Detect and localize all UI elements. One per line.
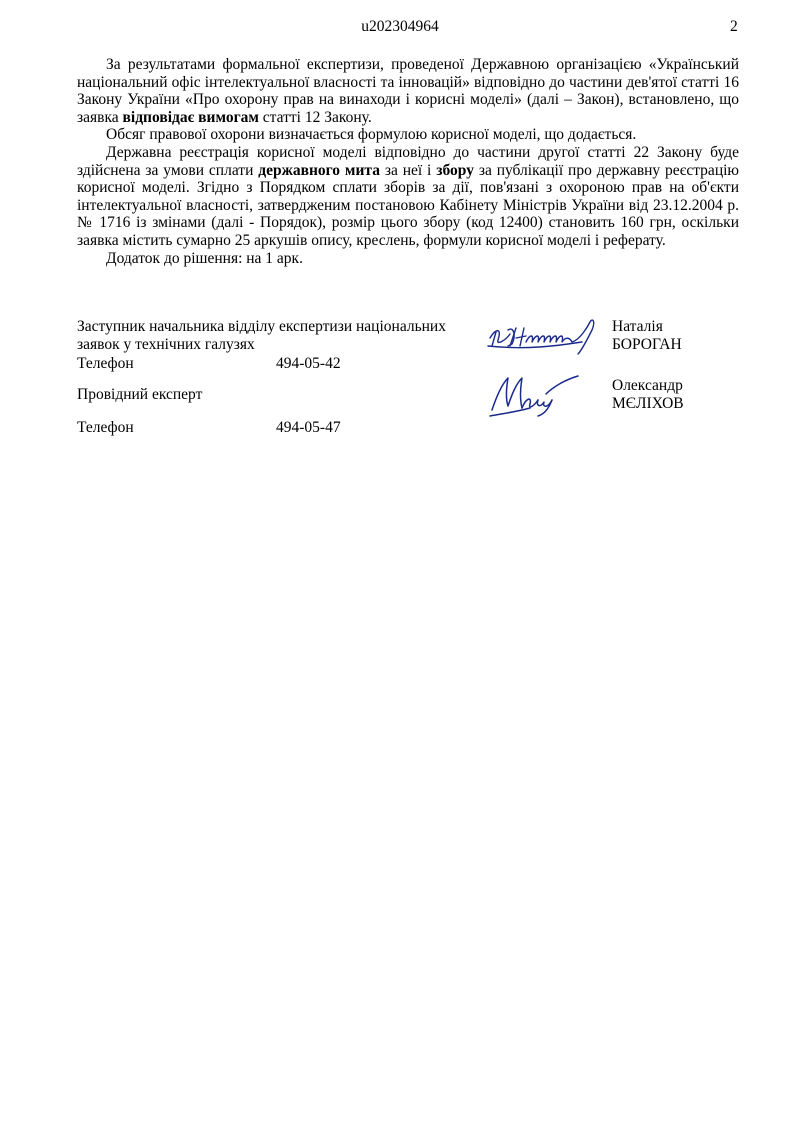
bold-text: відповідає вимогам xyxy=(122,108,259,126)
phone-label: Телефон xyxy=(77,355,134,373)
phone-number: 494-05-47 xyxy=(276,419,341,436)
text-span: Державна реєстрація корисної моделі відповідно до частини другої статті 22 Закону буде здійснена за умови сплати xyxy=(77,143,739,179)
bold-text: державного мита xyxy=(258,161,380,179)
bold-text: збору xyxy=(436,161,474,179)
signature-1-image xyxy=(486,316,604,356)
text-span: статті 12 Закону. xyxy=(258,108,372,126)
signatory-1-block xyxy=(77,318,477,375)
phone-label: Телефон xyxy=(77,419,134,436)
phone-number: 494-05-42 xyxy=(276,355,341,373)
paragraph-formal-examination xyxy=(77,56,739,126)
signatory-1-role-line2: заявок у технічних галузях xyxy=(77,335,255,353)
first-name: Наталія xyxy=(612,318,663,335)
signatory-1-phone-row xyxy=(77,355,477,375)
signatory-2-phone-row xyxy=(77,419,477,439)
last-name: БОРОГАН xyxy=(612,335,682,353)
document-number: u202304964 xyxy=(361,18,439,35)
paragraph-registration xyxy=(77,144,739,250)
last-name: МЄЛІХОВ xyxy=(612,394,684,412)
signature-2-image xyxy=(486,370,582,422)
decision-text xyxy=(77,56,739,267)
signatory-2-role: Провідний експерт xyxy=(77,386,203,403)
paragraph-scope: Обсяг правової охорони визначається формулою корисної моделі, що додається. xyxy=(106,126,637,144)
text-span: За результатами формальної експертизи, проведеної Державною організацією «Український національний офіс інтелектуальної власності та інновацій» відповідно до частини дев'ятої статті 16 Закону України «Про охорону прав на винаходи і корисні моделі» (далі – Закон), встановлено, що заявка xyxy=(77,56,739,126)
text-span: за публікації про державну реєстрацію корисної моделі. Згідно з Порядком сплати зборів за дії, пов'язані з охороною прав на об'єкти інтелектуальної власності, затвердженим постановою Кабінету Міністрів України від 23.12.2004 р. № 1716 із змінами (далі - Порядок), розмір цього збору (код 12400) становить 160 грн, оскільки заявка містить сумарно 25 аркушів опису, креслень, формули корисної моделі і реферату. xyxy=(77,161,739,249)
signatory-1-name xyxy=(612,318,682,353)
text-span: за неї і xyxy=(379,161,437,179)
paragraph-attachment: Додаток до рішення: на 1 арк. xyxy=(106,249,303,267)
signatory-2-name xyxy=(612,377,684,412)
page-number: 2 xyxy=(730,18,738,35)
first-name: Олександр xyxy=(612,377,683,394)
signatory-1-role-line1: Заступник начальника відділу експертизи національних xyxy=(77,318,446,335)
